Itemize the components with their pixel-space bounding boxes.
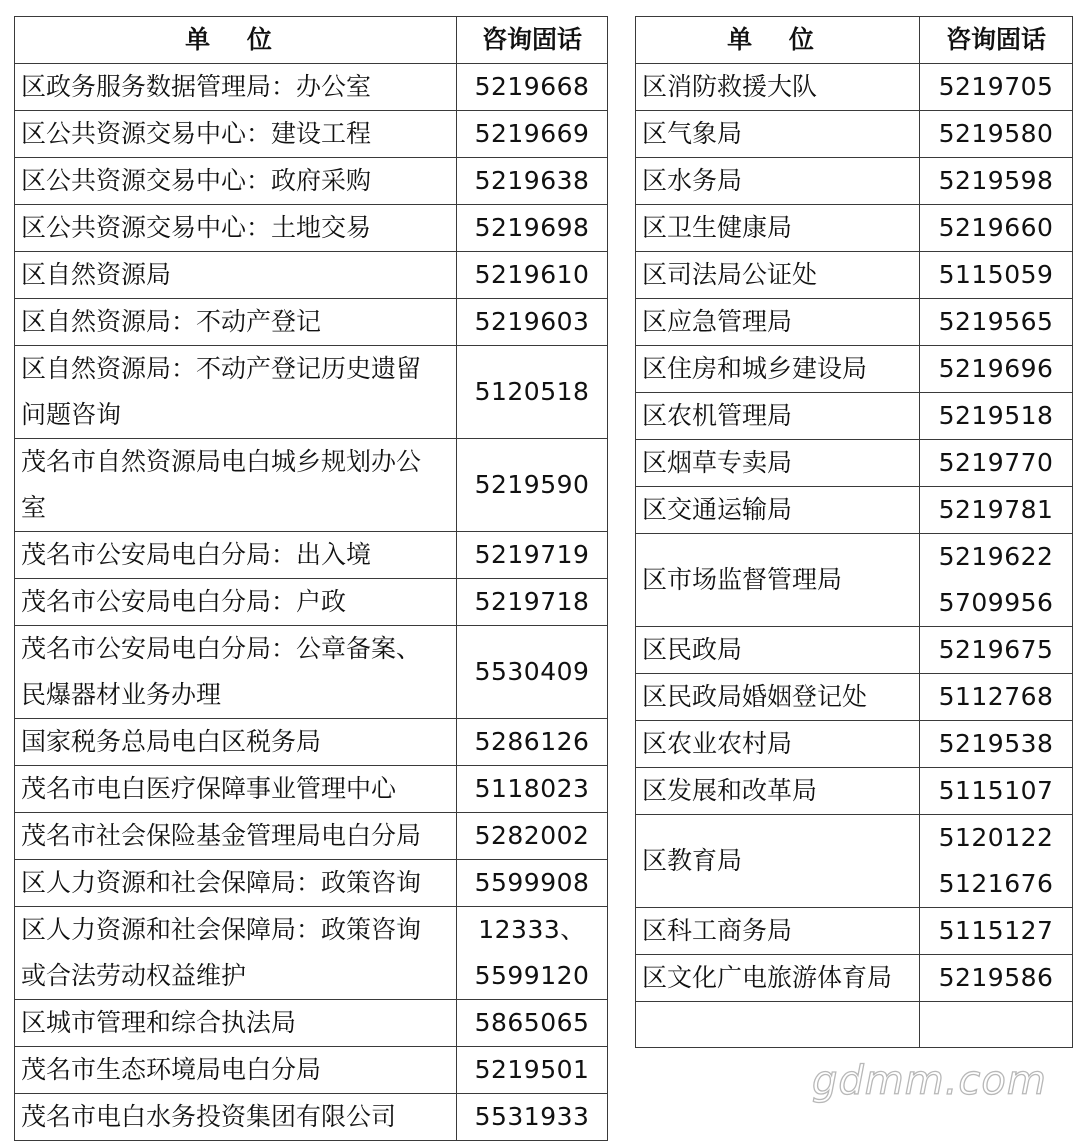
- table-row: [636, 627, 1073, 674]
- unit-name-cell: [636, 768, 920, 815]
- unit-name-line: 区交通运输局: [642, 495, 793, 524]
- table-row: [636, 111, 1073, 158]
- phone-number: 5599120: [474, 961, 590, 990]
- unit-name-cell: [15, 579, 457, 626]
- unit-name-cell: [15, 252, 457, 299]
- phone-cell: [920, 299, 1073, 346]
- unit-name-cell: [636, 299, 920, 346]
- phone-number: 5219610: [474, 260, 590, 289]
- table-body-right: [636, 64, 1073, 1048]
- unit-name-cell: [15, 346, 457, 439]
- unit-name-line: 区人力资源和社会保障局：政策咨询: [21, 915, 422, 944]
- phone-cell: [920, 674, 1073, 721]
- phone-cell: [920, 908, 1073, 955]
- phone-number: 5219598: [938, 166, 1054, 195]
- unit-name-cell: [15, 766, 457, 813]
- phone-number: 5865065: [474, 1008, 590, 1037]
- phone-cell: [457, 205, 608, 252]
- phone-number: 5531933: [474, 1102, 590, 1131]
- phone-cell: [457, 626, 608, 719]
- phone-number: 5219698: [474, 213, 590, 242]
- phone-cell: [920, 440, 1073, 487]
- unit-name-line: 室: [21, 493, 47, 522]
- phone-number: 5219660: [938, 213, 1054, 242]
- unit-name-line: 区烟草专卖局: [642, 448, 793, 477]
- directory-table-right: [635, 16, 1073, 1048]
- phone-cell: [457, 299, 608, 346]
- phone-cell: [920, 346, 1073, 393]
- unit-name-cell: [636, 721, 920, 768]
- unit-name-line: 区政务服务数据管理局：办公室: [21, 72, 372, 101]
- phone-cell: [920, 111, 1073, 158]
- phone-number: 5219603: [474, 307, 590, 336]
- phone-number: 5115107: [938, 776, 1054, 805]
- header-unit: 单 位: [636, 17, 920, 64]
- phone-number: 5120122: [938, 823, 1054, 852]
- phone-cell: [457, 907, 608, 1000]
- unit-name-line: 区消防救援大队: [642, 72, 818, 101]
- unit-name-line: 茂名市公安局电白分局：公章备案、: [21, 634, 422, 663]
- table-row: [636, 487, 1073, 534]
- phone-cell: [457, 579, 608, 626]
- unit-name-cell: [636, 393, 920, 440]
- unit-name-line: 区市场监督管理局: [642, 565, 843, 594]
- phone-cell: [920, 1002, 1073, 1048]
- unit-name-line: 民爆器材业务办理: [21, 680, 222, 709]
- phone-cell: [457, 158, 608, 205]
- unit-name-cell: [15, 719, 457, 766]
- unit-name-cell: [15, 1047, 457, 1094]
- table-row: [15, 158, 608, 205]
- phone-number: 5115059: [938, 260, 1054, 289]
- phone-cell: [457, 719, 608, 766]
- table-row: [15, 64, 608, 111]
- phone-number: 5118023: [474, 774, 590, 803]
- table-row: [15, 626, 608, 719]
- unit-name-cell: [15, 532, 457, 579]
- unit-name-cell: [636, 64, 920, 111]
- phone-cell: [457, 813, 608, 860]
- phone-cell: [457, 64, 608, 111]
- phone-number: 5286126: [474, 727, 590, 756]
- table-row: [15, 860, 608, 907]
- phone-number: 5219669: [474, 119, 590, 148]
- phone-number: 5219705: [938, 72, 1054, 101]
- table-row: [636, 534, 1073, 627]
- unit-name-line: 区民政局: [642, 635, 743, 664]
- table-row: [15, 252, 608, 299]
- unit-name-cell: [636, 908, 920, 955]
- unit-name-cell: [15, 813, 457, 860]
- phone-cell: [920, 64, 1073, 111]
- unit-name-cell: [636, 674, 920, 721]
- table-row: [636, 346, 1073, 393]
- phone-number: 5219770: [938, 448, 1054, 477]
- phone-number: 5219668: [474, 72, 590, 101]
- phone-cell: [457, 1094, 608, 1141]
- table-row: [636, 955, 1073, 1002]
- unit-name-cell: [636, 111, 920, 158]
- unit-name-line: 区自然资源局：不动产登记历史遗留: [21, 354, 422, 383]
- unit-name-line: 区发展和改革局: [642, 776, 818, 805]
- table-row: [636, 158, 1073, 205]
- table-body-left: [15, 64, 608, 1141]
- unit-name-line: 区农机管理局: [642, 401, 793, 430]
- table-row: [15, 205, 608, 252]
- unit-name-cell: [636, 205, 920, 252]
- phone-cell: [457, 346, 608, 439]
- phone-cell: [457, 439, 608, 532]
- unit-name-line: 区人力资源和社会保障局：政策咨询: [21, 868, 422, 897]
- phone-number: 5219518: [938, 401, 1054, 430]
- table-row: [636, 299, 1073, 346]
- phone-cell: [920, 627, 1073, 674]
- unit-name-line: 茂名市自然资源局电白城乡规划办公: [21, 447, 422, 476]
- unit-name-cell: [636, 1002, 920, 1048]
- phone-number: 5219675: [938, 635, 1054, 664]
- unit-name-line: 区公共资源交易中心：政府采购: [21, 166, 372, 195]
- phone-cell: [920, 158, 1073, 205]
- phone-number: 5219781: [938, 495, 1054, 524]
- phone-number: 12333、: [478, 915, 586, 944]
- unit-name-line: 茂名市公安局电白分局：出入境: [21, 540, 372, 569]
- table-row: [15, 907, 608, 1000]
- phone-number: 5219501: [474, 1055, 590, 1084]
- phone-number: 5120518: [474, 377, 590, 406]
- unit-name-line: 区民政局婚姻登记处: [642, 682, 868, 711]
- directory-tables: [14, 16, 1073, 1141]
- unit-name-line: 或合法劳动权益维护: [21, 961, 247, 990]
- unit-name-cell: [15, 439, 457, 532]
- phone-cell: [920, 393, 1073, 440]
- phone-number: 5219696: [938, 354, 1054, 383]
- header-phone: 咨询固话: [457, 17, 608, 64]
- unit-name-cell: [15, 111, 457, 158]
- unit-name-cell: [636, 346, 920, 393]
- unit-name-cell: [636, 815, 920, 908]
- phone-cell: [457, 860, 608, 907]
- unit-name-line: 区教育局: [642, 846, 743, 875]
- unit-name-line: 茂名市电白医疗保障事业管理中心: [21, 774, 397, 803]
- table-row: [15, 1047, 608, 1094]
- table-row: [636, 721, 1073, 768]
- table-row: [15, 766, 608, 813]
- unit-name-cell: [636, 955, 920, 1002]
- table-row: [15, 299, 608, 346]
- table-row: [15, 439, 608, 532]
- unit-name-line: 区公共资源交易中心：建设工程: [21, 119, 372, 148]
- phone-number: 5219565: [938, 307, 1054, 336]
- unit-name-line: 区卫生健康局: [642, 213, 793, 242]
- site-watermark: gdmm.com: [812, 1058, 1047, 1104]
- phone-number: 5219586: [938, 963, 1054, 992]
- directory-table-left: [14, 16, 608, 1141]
- unit-name-cell: [636, 440, 920, 487]
- phone-number: 5219538: [938, 729, 1054, 758]
- unit-name-cell: [636, 252, 920, 299]
- unit-name-line: 区水务局: [642, 166, 743, 195]
- phone-cell: [457, 766, 608, 813]
- unit-name-cell: [15, 205, 457, 252]
- table-row: [15, 1000, 608, 1047]
- phone-cell: [920, 205, 1073, 252]
- unit-name-cell: [15, 1000, 457, 1047]
- unit-name-cell: [15, 299, 457, 346]
- table-row: [636, 440, 1073, 487]
- header-unit: 单 位: [15, 17, 457, 64]
- table-row: [15, 579, 608, 626]
- unit-name-line: 国家税务总局电白区税务局: [21, 727, 322, 756]
- table-row: [636, 1002, 1073, 1048]
- phone-cell: [920, 487, 1073, 534]
- unit-name-line: 区应急管理局: [642, 307, 793, 336]
- table-row: [636, 64, 1073, 111]
- phone-cell: [920, 534, 1073, 627]
- table-row: [636, 908, 1073, 955]
- unit-name-line: 区公共资源交易中心：土地交易: [21, 213, 372, 242]
- header-phone: 咨询固话: [920, 17, 1073, 64]
- phone-number: 5115127: [938, 916, 1054, 945]
- unit-name-cell: [15, 158, 457, 205]
- unit-name-cell: [636, 487, 920, 534]
- unit-name-line: 区住房和城乡建设局: [642, 354, 868, 383]
- phone-cell: [920, 252, 1073, 299]
- phone-number: 5219580: [938, 119, 1054, 148]
- unit-name-cell: [636, 158, 920, 205]
- phone-cell: [920, 721, 1073, 768]
- unit-name-cell: [15, 64, 457, 111]
- phone-cell: [457, 1047, 608, 1094]
- phone-number: 5219719: [474, 540, 590, 569]
- unit-name-line: 区自然资源局: [21, 260, 172, 289]
- unit-name-cell: [15, 1094, 457, 1141]
- unit-name-line: 区农业农村局: [642, 729, 793, 758]
- phone-cell: [457, 111, 608, 158]
- unit-name-line: 茂名市生态环境局电白分局: [21, 1055, 322, 1084]
- phone-number: 5219622: [938, 542, 1054, 571]
- phone-number: 5709956: [938, 588, 1054, 617]
- unit-name-cell: [636, 534, 920, 627]
- phone-cell: [457, 252, 608, 299]
- table-row: [636, 815, 1073, 908]
- unit-name-cell: [15, 907, 457, 1000]
- unit-name-line: 区司法局公证处: [642, 260, 818, 289]
- phone-number: 5530409: [474, 657, 590, 686]
- phone-cell: [920, 955, 1073, 1002]
- table-row: [636, 768, 1073, 815]
- table-row: [636, 393, 1073, 440]
- table-row: [15, 346, 608, 439]
- phone-cell: [457, 1000, 608, 1047]
- unit-name-line: 区科工商务局: [642, 916, 793, 945]
- unit-name-line: 区自然资源局：不动产登记: [21, 307, 322, 336]
- unit-name-cell: [15, 860, 457, 907]
- table-row: [15, 1094, 608, 1141]
- table-row: [15, 532, 608, 579]
- table-row: [15, 813, 608, 860]
- phone-number: 5112768: [938, 682, 1054, 711]
- unit-name-cell: [15, 626, 457, 719]
- phone-number: 5121676: [938, 869, 1054, 898]
- unit-name-line: 茂名市社会保险基金管理局电白分局: [21, 821, 422, 850]
- phone-number: 5219590: [474, 470, 590, 499]
- unit-name-line: 茂名市公安局电白分局：户政: [21, 587, 347, 616]
- unit-name-line: 区城市管理和综合执法局: [21, 1008, 297, 1037]
- table-row: [636, 674, 1073, 721]
- phone-number: 5219638: [474, 166, 590, 195]
- unit-name-line: 区气象局: [642, 119, 743, 148]
- unit-name-line: 问题咨询: [21, 400, 122, 429]
- table-row: [15, 719, 608, 766]
- phone-cell: [457, 532, 608, 579]
- phone-cell: [920, 768, 1073, 815]
- phone-number: 5282002: [474, 821, 590, 850]
- phone-number: 5599908: [474, 868, 590, 897]
- table-row: [636, 252, 1073, 299]
- unit-name-cell: [636, 627, 920, 674]
- phone-number: 5219718: [474, 587, 590, 616]
- table-row: [636, 205, 1073, 252]
- unit-name-line: 茂名市电白水务投资集团有限公司: [21, 1102, 397, 1131]
- table-row: [15, 111, 608, 158]
- phone-cell: [920, 815, 1073, 908]
- unit-name-line: 区文化广电旅游体育局: [642, 963, 893, 992]
